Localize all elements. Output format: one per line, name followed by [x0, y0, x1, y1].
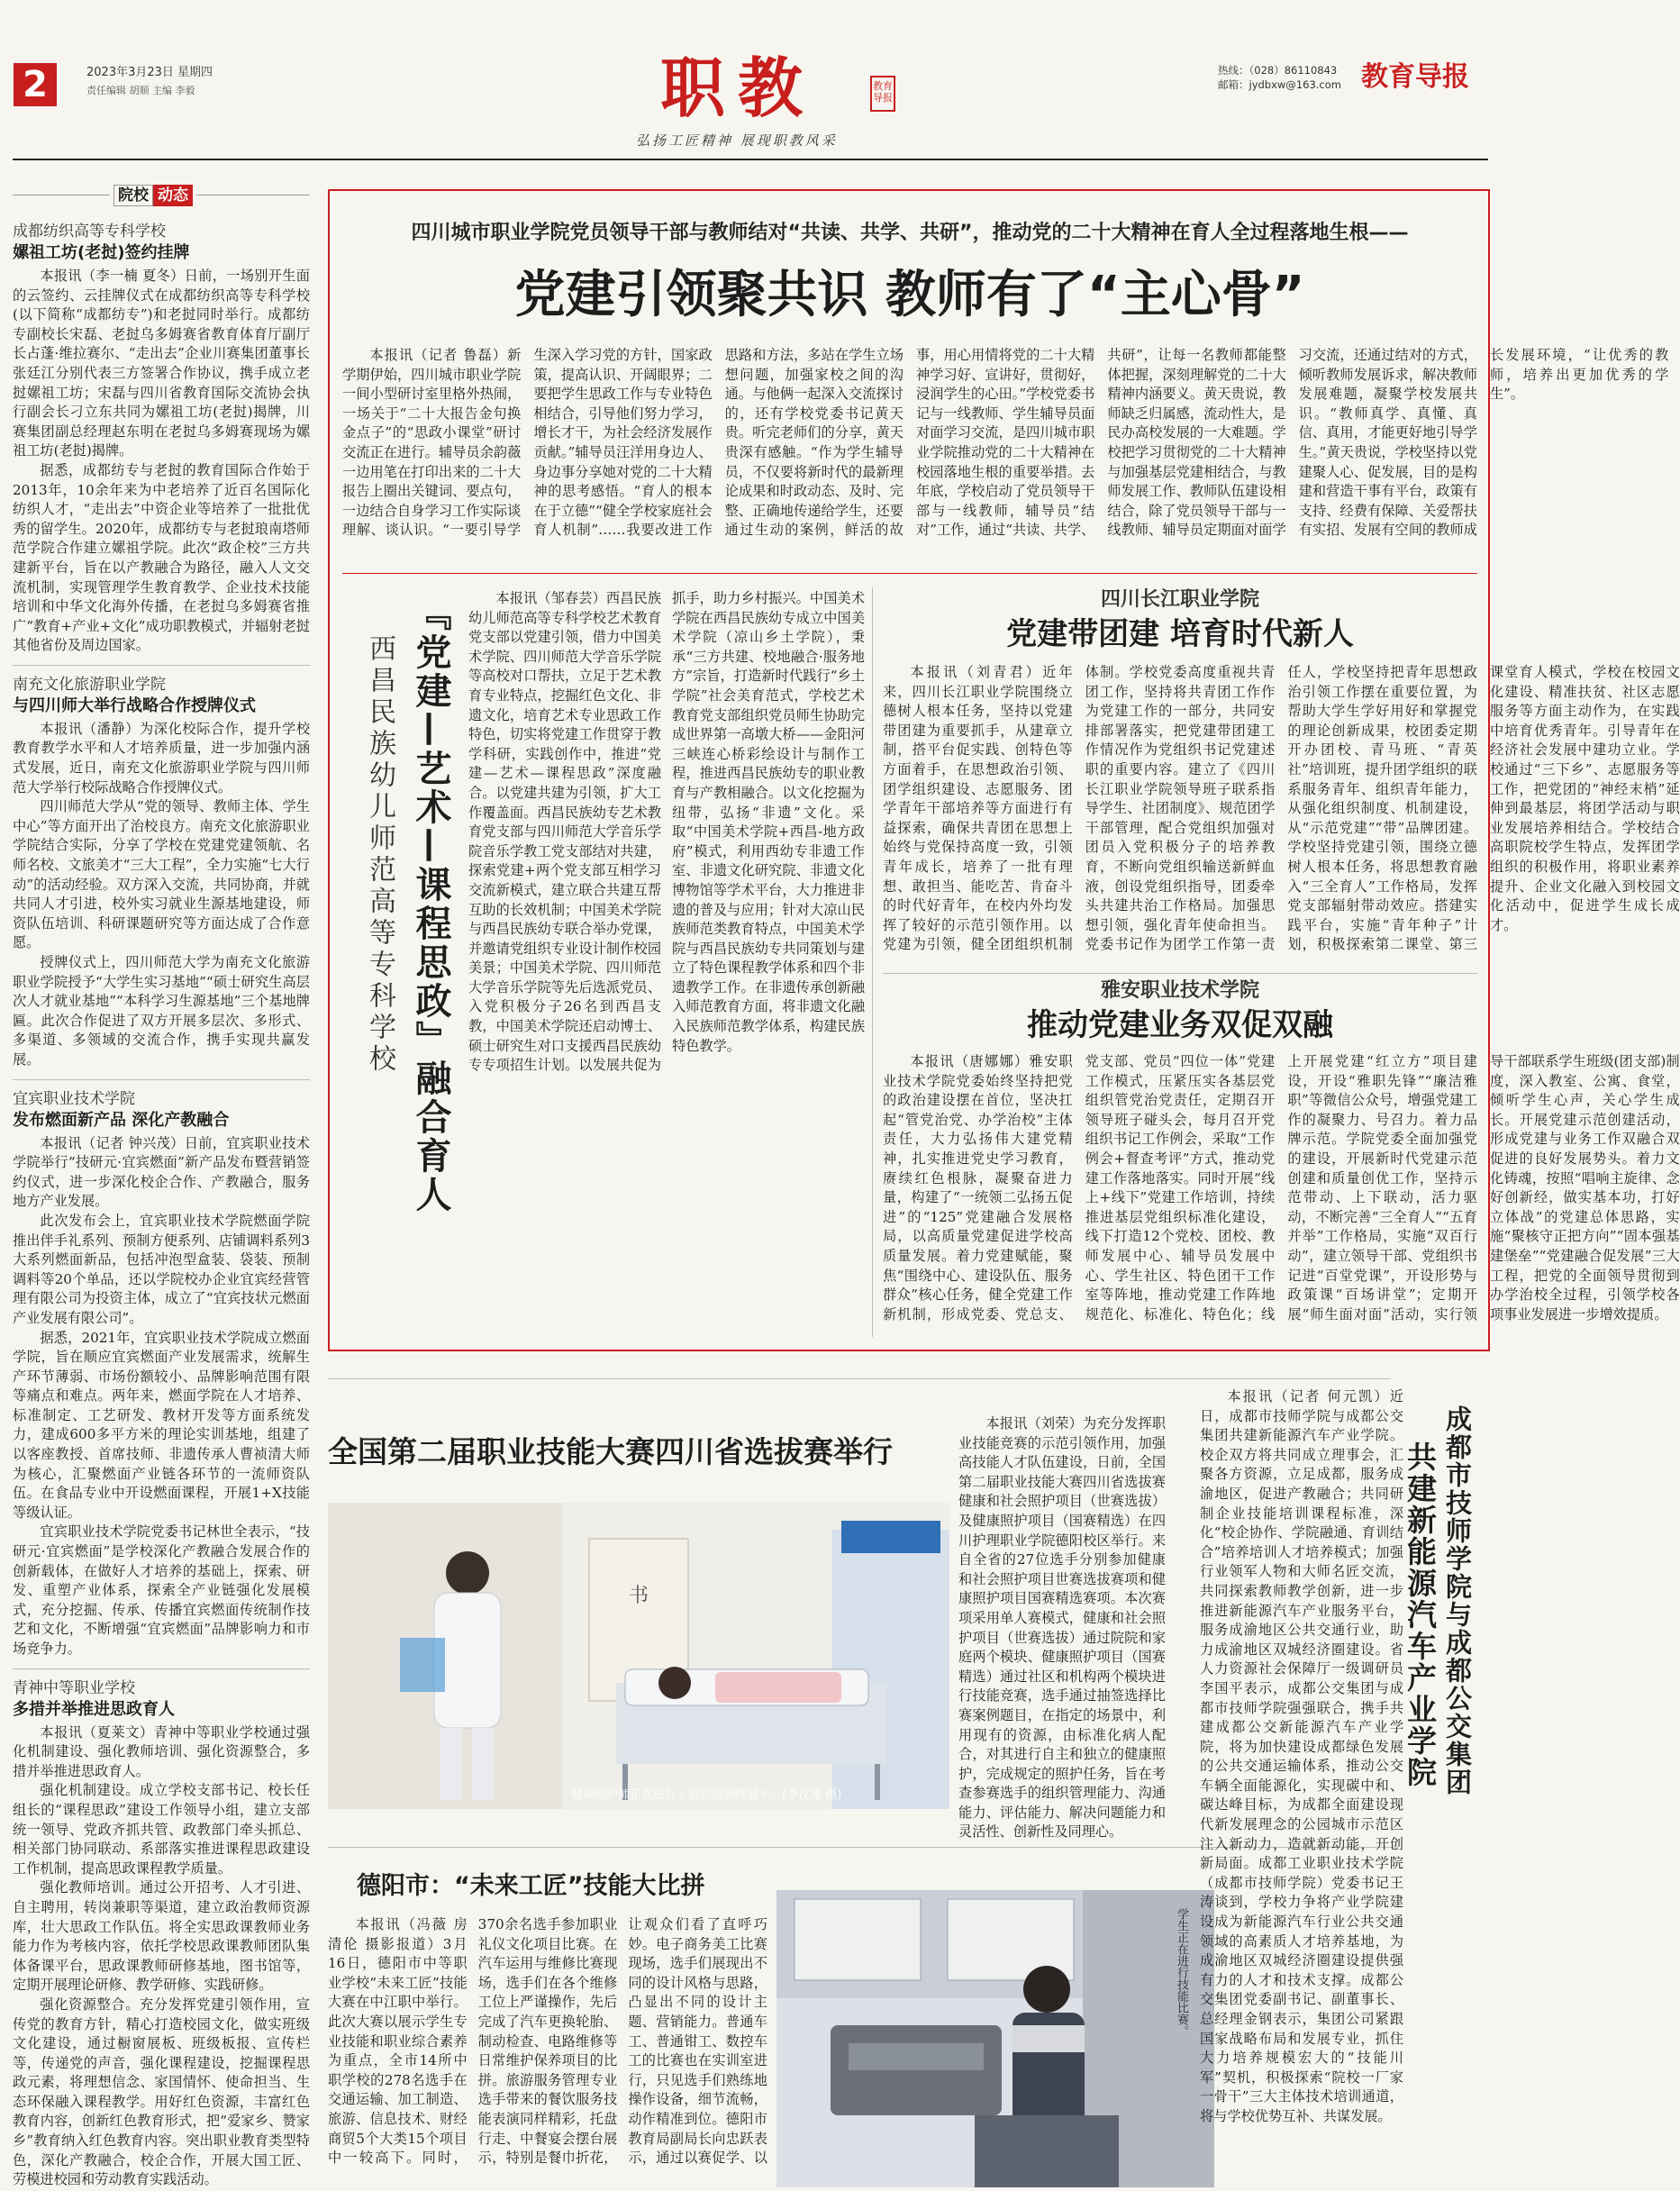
xichang-vertical-headline — [360, 595, 459, 1243]
brief-org: 成都纺织高等专科学校 — [13, 223, 166, 241]
chengdu-tech-article — [1200, 1387, 1403, 2187]
changjiang-head-block — [883, 587, 1477, 656]
feature-lead-text — [342, 346, 1669, 559]
yaan-paragraph: 本报讯（唐娜娜）雅安职业技术学院党委始终坚持把党的政治建设摆在首位，坚决扛起“管党治党、办学治校”主体责任，大力弘扬伟大建党精神，扎实推进党史学习教育，赓续红色根脉，凝聚奋进力量，构建了“一统领二弘扬五促进”的“125”党建融合发展格局，以高质量党建促进学校高质量发展。着力党建赋能，聚焦“围绕中心、建设队伍、服务群众”核心任务，健全党建工作新机制，形成党委、党总支、党支部、党员“四位一体”党建工作模式，压紧压实各基层党组织管党治党责任，定期召开领导班子碰头会，每月召开党组织书记工作例会，采取“工作例会+督查考评”方式，推动党建工作落地落实。同时开展“线上+线下”党建工作培训，持续推进基层党组织标准化建设，线下打造12个党校、团校、教师发展中心、辅导员发展中心、学生社区、特色团干工作室等阵地，推动党建工作阵地规范化、标准化、特色化；线上开展党建“红立方”项目建设，开设“雅职先锋”“廉洁雅职”等微信公众号，增强党建工作的凝聚力、号召力。着力品牌示范。学院党委全面加强党的建设，开展新时代党建示范创建和质量创优工作，坚持示范带动、上下联动，活力驱动，不断完善“三全育人”“五育并举”工作格局，实施“双百行动”，建立领导干部、党组织书记进“百堂党课”，开设形势与政策课“百场讲堂”；定期开展“师生面对面”活动，实行领导干部联系学生班级(团支部)制度，深入教室、公寓、食堂，倾听学生心声，关心学生成长。开展党建示范创建活动，形成党建与业务工作双融合双促进的良好发展势头。着力文化铸魂，按照“唱响主旋律、念好创新经，做实基本功，打好立体战”的党建总体思路，实施“聚核守正把方向”“固本强基建堡垒”“党建融合促发展”三大工程，把党的全面领导贯彻到办学治校全过程，引领学校各项事业发展进一步增效提质。 — [883, 1053, 1680, 1323]
brief-article — [13, 222, 310, 656]
briefs-column — [13, 218, 310, 2188]
contest-article — [958, 1414, 1166, 1841]
brief-paragraph: 授牌仪式上，四川师范大学为南充文化旅游职业学院授予“大学生实习基地”“硕士研究生高层次人才就业基地”“本科学习生源基地”三个基地牌匾。此次合作促进了双方开展多层次、多形式、多渠道、多领域的交流合作，携手实现共赢发展。 — [13, 954, 310, 1068]
svg-text:书: 书 — [628, 1585, 649, 1607]
brief-paragraph: 本报讯（李一楠 夏冬）日前，一场别开生面的云签约、云挂牌仪式在成都纺织高等专科学校(以下简称“成都纺专”)和老挝同时举行。成都纺专副校长宋磊、老挝乌多姆赛省教育体育厅副厅长占蓬·维拉赛尔、“走出去”企业川赛集团董事长张廷江分别代表三方签署合作协议，携手成立老挝嫘祖工坊；宋磊与四川省教育国际交流协会执行副会长刁立东共同为嫘祖工坊(老挝)揭牌，川赛集团副总经理赵东明在老挝乌多姆赛现场为嫘祖工坊(老挝)揭牌。 — [13, 268, 310, 459]
section-slogan: 弘扬工匠精神 展现职教风采 — [636, 132, 838, 149]
brief-headline: 嫘祖工坊(老挝)签约挂牌 — [13, 243, 190, 262]
section-divider — [342, 573, 1477, 574]
brief-org: 南充文化旅游职业学院 — [13, 675, 166, 694]
xichang-article — [468, 589, 865, 1337]
brief-paragraph: 此次发布会上，宜宾职业技术学院燃面学院推出伴手礼系列、预制方便系列、店铺调料系列3大系列燃面新品，包括冲泡型盒装、袋装、预制调料等20个单品，还以学院校办企业宜宾经营管理有限公司为投资主体，成立了“宜宾技状元燃面产业发展有限公司”。 — [13, 1212, 310, 1326]
section-title: 职教 — [660, 50, 816, 126]
brief-paragraph: 本报讯（潘静）为深化校际合作，提升学校教育教学水平和人才培养质量，进一步加强内涵式发展，近日，南充文化旅游职业学院与四川师范大学举行校际战略合作授牌仪式。 — [13, 720, 310, 795]
newspaper-brand: 教育导报 — [1361, 61, 1469, 93]
yaan-org: 雅安职业技术学院 — [1100, 979, 1259, 1002]
brief-article — [13, 1089, 310, 1659]
xichang-paragraph: 本报讯（邹春芸）西昌民族幼儿师范高等专科学校艺术教育党支部以党建引领，借力中国美术学院、四川师范大学音乐学院等高校对口帮扶，立足于艺术教育专业特点，挖掘红色文化、非遗文化，培育艺术专业思政工作特色，切实将党建工作贯穿于教学科研，实践创作中，推进“党建—艺术—课程思政”深度融合。以党建共建为引领，扩大工作覆盖面。西昌民族幼专艺术教育党支部与四川师范大学音乐学院音乐学教工党支部结对共建，探索党建+两个党支部互相学习交流新模式，建立联合共建互帮互助的长效机制；中国美术学院与西昌民族幼专联合举办党课，并邀请党组织专业设计制作校园美景；中国美术学院、四川师范大学音乐学院等先后选派党员、入党积极分子26名到西昌支教，中国美术学院还启动博士、硕士研究生对口支援西昌民族幼专专项招生计划。以发展共促为抓手，助力乡村振兴。中国美术学院在西昌民族幼专成立中国美术学院（凉山乡土学院），秉承“三方共建、校地融合·服务地方”宗旨，打造新时代践行“乡土学院”社会美育范式，学校艺术教育党支部组织党员师生协助完成世界第一高墩大桥——金阳河三峡连心桥彩绘设计与制作工程，推进西昌民族幼专的职业教育与产教相融合。以文化挖掘为纽带，弘扬“非遗”文化。采取“中国美术学院+西昌-地方政府”模式，利用西幼专非遗工作室、非遗文化研究院、非遗文化博物馆等学术平台，大力推进非遗的普及与应用；针对大凉山民族师范类教育特点，中国美术学院与西昌民族幼专共同策划与建立了特色课程教学体系和四个非遗教学工作。在非遗传承创新融入师范教育方面，将非遗文化融入民族师范教学体系，构建民族特色教学。 — [468, 590, 865, 1074]
divider — [13, 1079, 310, 1080]
column-label — [110, 186, 196, 205]
yaan-head-block — [883, 978, 1477, 1047]
chengdu-tech-headline-line2: 共建新能源汽车产业学院 — [1403, 1441, 1438, 1788]
brief-org: 宜宾职业技术学院 — [13, 1089, 135, 1108]
brief-paragraph: 四川师范大学从“党的领导、教师主体、学生中心”等方面开出了治校良方。南充文化旅游职业学院结合实际，分享了学校在党建党建领航、名师名校、文旅美才“三大工程”，全力实施“七大行动”的活动经验。双方深入交流，共同协商，并就共同人才引进，校外实习就业生源基地建设，师资队伍培训、科研课题研究等方面达成了合作意愿。 — [13, 798, 310, 951]
contest-photo-caption: 健康照护师正在进行上肢功能训练展示。(李汶瑾 摄) — [571, 1788, 842, 1802]
yaan-article — [883, 1052, 1680, 1341]
issue-date: 2023年3月23日 星期四 — [86, 66, 213, 79]
deyang-photo — [776, 1890, 1214, 2187]
brief-paragraph: 强化机制建设。成立学校支部书记、校长任组长的“课程思政”建设工作领导小组，建立支部统一领导、党政齐抓共管、政教部门牵头抓总、相关部门协同联动、系部落实推进课程思政建设工作机制，提高思政课程教学质量。 — [13, 1782, 310, 1877]
brief-article — [13, 675, 310, 1070]
changjiang-headline: 党建带团建 培育时代新人 — [1006, 616, 1354, 652]
editors: 责任编辑 胡顺 主编 李毅 — [86, 85, 195, 96]
contest-paragraph: 本报讯（刘荣）为充分发挥职业技能竞赛的示范引领作用，加强高技能人才队伍建设，日前，全国第二届职业技能大赛四川省选拔赛健康和社会照护项目（世赛选拔）及健康照护项目（国赛精选）在四川护理职业学院德阳校区举行。来自全省的27位选手分别参加健康和社会照护项目世赛选拔赛项和健康照护项目国赛精选赛项。本次赛项采用单人赛模式，健康和社会照护项目（世赛选拔）通过院院和家庭两个模块、健康照护项目（国赛精选）通过社区和机构两个模块进行技能竞赛，选手通过抽签选择比赛案例题目，在指定的场景中，利用现有的资源，由标准化病人配合，对其进行自主和独立的健康照护，完成规定的照护任务，旨在考查参赛选手的组织管理能力、沟通能力、评估能力、解决问题能力和灵活性、创新性及同理心。 — [958, 1415, 1166, 1841]
deyang-paragraph: 本报讯（冯薇 房清伦 摄影报道）3月16日，德阳市中等职业学校“未来工匠”技能大赛在中江职中举行。此次大赛以展示学生专业技能和职业综合素养为重点，全市14所中职学校的278名选手在交通运输、加工制造、旅游、信息技术、财经商贸5个大类15个项目中一较高下。同时，370余名选手参加职业礼仪文化项目比赛。在汽车运用与维修比赛现场，选手们在各个维修工位上严谨操作，先后完成了汽车更换轮胎、制动检查、电路维修等日常维护保养项目的比拼。旅游服务管理专业选手带来的餐饮服务技能表演同样精彩，托盘行走、中餐宴会摆台展示，特别是餐巾折花，让观众们看了直呼巧妙。电子商务美工比赛现场，选手们展现出不同的设计风格与思路，凸显出不同的设计主题、营销能力。普通车工、普通钳工、数控车工的比赛也在实训室进行，只见选手们熟练地操作设备，细节流畅，动作精准到位。德阳市教育局副局长向忠跃表示，通过以赛促学、以 — [328, 1916, 767, 2167]
brief-paragraph: 本报讯（记者 钟兴茂）日前，宜宾职业技术学院举行“技研元·宜宾燃面”新产品发布暨营销签约仪式，进一步深化校企合作、产教融合，服务地方产业发展。 — [13, 1134, 310, 1210]
brief-paragraph: 据悉，2021年，宜宾职业技术学院成立燃面学院，旨在顺应宜宾燃面产业发展需求，统解生产环节薄弱、市场份额较小、品牌影响范围有限等痛点和难点。两年来，燃面学院在人才培养、标准制定、工艺研发、教材开发等方面系统发力，建成600多平方米的理论实训基地，组建了以客座教授、首席技师、非遗传承人曹祯清大师为核心，汇聚燃面产业链各环节的一流师资队伍。在食品专业中开设燃面课程，开展1+X技能等级认证。 — [13, 1329, 310, 1521]
brief-paragraph: 强化教师培训。通过公开招考、人才引进、自主聘用，转岗兼职等渠道，建立政治教师资源库，壮大思政工作队伍。将全实思政课教师业务能力作为考核内容，依托学校思政课教师团队集体备课平台，思政课教师研修基地，图书馆等，定期开展理论研修、教学研修、实践研修。 — [13, 1879, 310, 1994]
contest-photo — [328, 1503, 949, 1809]
brief-headline: 与四川师大举行战略合作授牌仪式 — [13, 695, 256, 715]
contact-info — [1218, 63, 1341, 92]
column-label-part1: 院校 — [114, 185, 153, 206]
nursing-training-illustration — [328, 1503, 949, 1809]
section-seal: 教育导报 — [870, 76, 895, 112]
hotline: 热线：（028）86110843 — [1218, 64, 1338, 77]
brief-paragraph: 强化资源整合。充分发挥党建引领作用，宣传党的教育方针，精心打造校园文化，做实班级文化建设，通过橱窗展板、班级板报、宣传栏等，传递党的声音，强化课程建设，挖掘课程思政元素，将理想信念、家国情怀、使命担当、生态环保融入课程教学。用好红色资源，丰富红色教育内容，创新红色教育形式，把“爱家乡、赞家乡”教育纳入红色教育内容。突出职业教育类型特色，深化产教融合，校企合作，开展大国工匠、劳模进校园和劳动教育实践活动。 — [13, 1996, 310, 2188]
column-divider — [872, 587, 873, 1337]
chengdu-tech-paragraph: 本报讯（记者 何元凯）近日，成都市技师学院与成都公交集团共建新能源汽车产业学院。校企双方将共同成立理事会，汇聚各方资源，立足成都，服务成渝地区，促进产教融合；共同研制企业技能培训课程标准，深化“校企协作、学院融通、育训结合”培养培训人才培养模式；加强行业领军人物和大师名匠交流，共同探索教师教学创新，进一步推进新能源汽车产业服务平台，服务成渝地区公共交通行业，助力成渝地区双城经济圈建设。省人力资源社会保障厅一级调研员李国平表示，成都公交集团与成都市技师学院强强联合，携手共建成都公交新能源汽车产业学院，将为加快建设成都绿色发展的公共交通运输体系，推动公交车辆全面能源化，实现碳中和、碳达峰目标，为成都全面建设现代新发展理念的公园城市示范区注入新动力，造就新动能，开创新局面。成都工业职业技术学院（成都市技师学院）党委书记王涛谈到，学校力争将产业学院建设成为新能源汽车行业公共交通领域的高素质人才培养基地，为成渝地区双城经济圈建设提供强有力的人才和技术支撑。成都公交集团党委副书记、副董事长、总经理金钢表示，集团公司紧跟国家战略布局和发展专业，抓住大力培养规模宏大的“技能川军”契机，积极探索“院校一厂家一骨干”三大主体技术培训通道，将与学校优势互补、共谋发展。 — [1200, 1388, 1403, 2124]
feature-lead-paragraph: 本报讯（记者 鲁磊）新学期伊始，四川城市职业学院一间小型研讨室里格外热闹，一场关于“二十大报告金句换金点子”的“思政小课堂”研讨交流正在进行。辅导员余韵薇一边用笔在打印出来的二十大报告上圈出关键词、要点句，一边结合自身学习工作实际谈理解、谈认识。“一要引导学生深入学习党的方针，国家政策，提高认识、开阔眼界；二要把学生思政工作与专业特色相结合，引导他们努力学习，增长才干，为社会经济发展作贡献。”辅导员汪洋用身边人、身边事分享她对党的二十大精神的思考感悟。“育人的根本在于立德”“健全学校家庭社会育人机制”……我要改进工作思路和方法，多站在学生立场想问题，加强家校之间的沟通。与他俩一起深入交流探讨的，还有学校党委书记黄天贵。听完老师们的分享，黄天贵深有感触。“作为学生辅导员，不仅要将新时代的最新理论成果和时政动态、及时、完整、正确地传递给学生，还要通过生动的案例，鲜活的故事，用心用情将党的二十大精神学习好、宣讲好，贯彻好，浸润学生的心田。”学校党委书记与一线教师、学生辅导员面对面学习交流，是四川城市职业学院推动党的二十大精神在校园落地生根的重要举措。去年底，学校启动了党员领导干部与一线教师，辅导员“结对”工作，通过“共读、共学、共研”，让每一名教师都能整体把握，深刻理解党的二十大精神内涵要义。黄天贵说，教师缺乏归属感，流动性大，是民办高校发展的一大难题。学校把学习贯彻党的二十大精神与加强基层党建相结合，与教师发展工作、教师队伍建设相结合，除了党员领导干部与一线教师、辅导员定期面对面学习交流，还通过结对的方式，倾听教师发展诉求，解决教师发展难题，凝聚学校发展共识。“教师真学、真懂、真信、真用，才能更好地引导学生。”黄天贵说，学校坚持以党建聚人心、促发展，目的是构建和营造干事有平台，政策有支持、经费有保障、关爱帮扶有实招、发展有空间的教师成长发展环境，“让优秀的教师，培养出更加优秀的学生”。 — [342, 347, 1669, 539]
divider — [13, 665, 310, 666]
brief-org: 青神中等职业学校 — [13, 1678, 135, 1697]
brief-headline: 多措并举推进思政育人 — [13, 1699, 175, 1719]
chengdu-tech-headline-line1: 成都市技师学院与成都公交集团 — [1442, 1405, 1473, 1796]
page-number: 2 — [14, 63, 57, 106]
contest-headline: 全国第二届职业技能大赛四川省选拔赛举行 — [328, 1434, 893, 1469]
changjiang-paragraph: 本报讯（刘青君）近年来，四川长江职业学院围绕立德树人根本任务，坚持以党建带团建为重要抓手，从建章立制，搭平台促实践、创特色等方面着手，在思想政治引领、团学组织建设、志愿服务、团学青年干部培养等方面进行有益探索，确保共青团在思想上始终与党保持高度一致，引领青年成长，培养了一批有理想、敢担当、能吃苦、肯奋斗的时代好青年，在校内外均发挥了较好的示范引领作用。以党建为引领，健全团组织机制体制。学校党委高度重视共青团工作，坚持将共青团工作作为党建工作的一部分，共同安排部署落实，把党建带团建工作情况作为党组织书记党建述职的重要内容。建立了《四川长江职业学院领导班子联系指导学生、社团制度》、规范团学干部管理，配合党组织加强对团员入党积极分子的培养教育，不断向党组织输送新鲜血液，创设党组织指导，团委牵头共建共治工作格局。加强思想引领，强化青年使命担当。党委书记作为团学工作第一责任人，学校坚持把青年思想政治引领工作摆在重要位置，为帮助大学生学好用好和掌握党的理论创新成果，校团委定期开办团校、青马班、“青英社”培训班，提升团学组织的联系服务青年、组织青年能力，从强化组织制度、机制建设，从“示范党建”“带”品牌团建。学校坚持党建引领，围绕立德树人根本任务，将思想教育融入“三全育人”工作格局，发挥党支部辐射带动效应。搭建实践平台，实施“青年种子”计划，积极探索第二课堂、第三课堂育人模式，学校在校园文化建设、精准扶贫、社区志愿服务等方面主动作为，在实践中培育优秀青年。引导青年在经济社会发展中建功立业。学校通过“三下乡”、志愿服务等工作，把党团的“神经末梢”延伸到最基层，将团学活动与职业发展培养相结合。学校结合高职院校学生特点，发挥团学组织的积极作用，将职业素养提升、企业文化融入到校园文化活动中，促进学生成长成才。 — [883, 664, 1680, 953]
section-divider — [883, 973, 1477, 974]
brief-paragraph: 据悉，成都纺专与老挝的教育国际合作始于2013年，10余年来为中老培养了近百名国际化纺织人才，“走出去”中资企业等培养了一批批优秀的留学生。2020年，成都纺专与老挝琅南塔师范学院合作建立嫘祖学院。此次“政企校”三方共建新平台，旨在以产教融合为路径，融入人文交流机制，实现管理学生教育教学、企业技术技能培训和中华文化海外传播，在老挝乌多姆赛省推广“教育+产业+文化”成功职教模式，并辐射老挝其他省份及周边国家。 — [13, 461, 310, 654]
deyang-headline: 德阳市：“未来工匠”技能大比拼 — [357, 1872, 705, 1900]
engine-repair-illustration — [776, 1890, 1214, 2187]
masthead-rule — [13, 159, 1488, 160]
column-label-part2: 动态 — [153, 185, 193, 206]
brief-paragraph: 宜宾职业技术学院党委书记林世全表示，“技研元·宜宾燃面”是学校深化产教融合发展合作的创新载体，在做好人才培养的基础上，探索、研发、重塑产业体系，探索全产业链强化发展模式，充分挖掘、传承、传播宜宾燃面传统制作技艺和文化，不断增强“宜宾燃面”品牌影响力和市场竞争力。 — [13, 1523, 310, 1657]
deyang-photo-caption: 学生正在进行技能比赛。 — [1175, 1908, 1188, 2037]
xichang-headline: 『党建—艺术—课程思政』融合育人 — [410, 595, 451, 1214]
divider — [13, 1668, 310, 1669]
changjiang-org: 四川长江职业学院 — [1100, 588, 1259, 611]
email: 邮箱：jydbxw@163.com — [1218, 78, 1341, 91]
deyang-article — [328, 1915, 767, 2187]
brief-headline: 发布燃面新产品 深化产教融合 — [13, 1110, 230, 1130]
brief-article — [13, 1678, 310, 2188]
changjiang-article — [883, 663, 1680, 966]
yaan-headline: 推动党建业务双促双融 — [1027, 1007, 1333, 1043]
feature-headline: 党建引领聚共识 教师有了“主心骨” — [514, 266, 1305, 324]
chengdu-tech-vertical-headline — [1403, 1405, 1501, 1874]
xichang-org: 西昌民族幼儿师范高等专科学校 — [364, 634, 395, 1076]
brief-paragraph: 本报讯（夏莱文）青神中等职业学校通过强化机制建设、强化教师培训、强化资源整合，多措并举推进思政育人。 — [13, 1723, 310, 1779]
feature-kicker: 四川城市职业学院党员领导干部与教师结对“共读、共学、共研”，推动党的二十大精神在育人全过程落地生根—— — [411, 222, 1409, 244]
